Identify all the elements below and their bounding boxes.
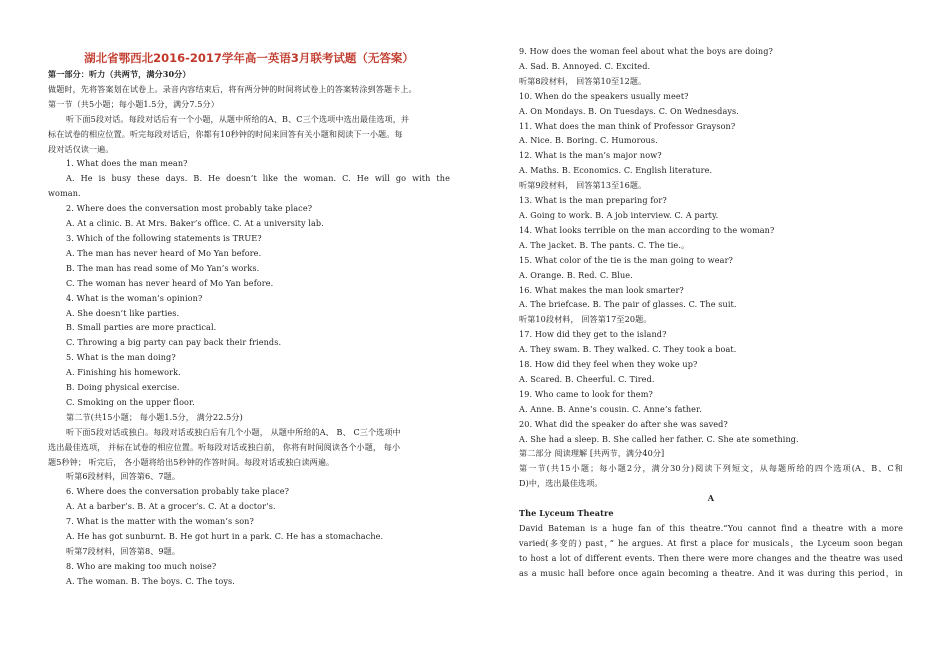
- text-line: A. The man has never heard of Mo Yan before.: [66, 247, 262, 258]
- text-line: A. The briefcase. B. The pair of glasses. C. The suit.: [519, 299, 737, 310]
- text-line: A. Going to work. B. A job interview. C. A party.: [519, 209, 719, 220]
- text-line: 听第6段材料，回答第6、7题。: [66, 471, 181, 482]
- text-line: 第二部分 阅读理解 [共两节，满分40分]: [519, 448, 665, 459]
- text-line: A. The jacket. B. The pants. C. The tie.。: [519, 239, 690, 250]
- text-line: 15. What color of the tie is the man going to wear?: [519, 254, 733, 265]
- text-line: 3. Which of the following statements is TRUE?: [66, 232, 262, 243]
- text-line: 听下面5段对话。每段对话后有一个小题，从题中所给的A、B、C三个选项中选出最佳选项，并: [66, 113, 410, 124]
- text-line: David Bateman is a huge fan of this theatre.“You cannot find a theatre with a more: [519, 523, 903, 533]
- text-line: A. They swam. B. They walked. C. They took a boat.: [519, 344, 737, 355]
- text-line: 1. What does the man mean?: [66, 158, 188, 169]
- text-line: B. The man has read some of Mo Yan’s works.: [66, 262, 260, 273]
- text-line: A. Orange. B. Red. C. Blue.: [519, 269, 633, 280]
- text-line: woman.: [48, 188, 81, 199]
- text-line: A. She doesn’t like parties.: [66, 307, 180, 318]
- text-line: A. Maths. B. Economics. C. English literature.: [519, 165, 713, 176]
- text-line: C. Throwing a big party can pay back their friends.: [66, 337, 282, 348]
- text-line: 18. How did they feel when they woke up?: [519, 359, 698, 370]
- text-line: 11. What does the man think of Professor Grayson?: [519, 120, 736, 131]
- text-line: A. Finishing his homework.: [66, 367, 181, 378]
- text-line: A. The woman. B. The boys. C. The toys.: [66, 575, 235, 586]
- text-line: 20. What did the speaker do after she was saved?: [519, 418, 728, 429]
- text-line: A. Sad. B. Annoyed. C. Excited.: [519, 60, 651, 71]
- text-line: A. He is busy these days. B. He doesn’t like the woman. C. He will go with the: [66, 173, 450, 184]
- text-line: 13. What is the man preparing for?: [519, 195, 667, 206]
- text-line: 10. When do the speakers usually meet?: [519, 90, 689, 101]
- text-line: 14. What looks terrible on the man according to the woman?: [519, 224, 775, 235]
- text-line: 标在试卷的相应位置。听完每段对话后，你都有10秒钟的时间来回答有关小题和阅读下一小题。每: [48, 128, 403, 139]
- text-line: C. Smoking on the upper floor.: [66, 396, 195, 407]
- text-line: A. At a barber’s. B. At a grocer’s. C. At a doctor’s.: [66, 501, 276, 512]
- text-line: A. Anne. B. Anne’s cousin. C. Anne’s father.: [519, 403, 702, 414]
- text-line: A. Scared. B. Cheerful. C. Tired.: [519, 373, 655, 384]
- text-line: A. He has got sunburnt. B. He got hurt in a park. C. He has a stomachache.: [66, 531, 384, 542]
- text-line: 听第8段材料， 回答第10至12题。: [519, 75, 647, 86]
- text-line: A. At a clinic. B. At Mrs. Baker’s office. C. At a university lab.: [66, 218, 324, 229]
- text-line: 6. Where does the conversation probably take place?: [66, 486, 290, 497]
- text-line: 题5秒钟； 听完后， 各小题将给出5秒钟的作答时间。每段对话或独白读两遍。: [48, 456, 335, 467]
- text-line: The Lyceum Theatre: [519, 508, 614, 519]
- text-line: 听第10段材料， 回答第17至20题。: [519, 314, 652, 325]
- text-line: 8. Who are making too much noise?: [66, 560, 217, 571]
- text-line: C. The woman has never heard of Mo Yan before.: [66, 277, 274, 288]
- text-line: D)中，选出最佳选项。: [519, 478, 603, 489]
- text-line: 第二节(共15小题； 每小题1.5分， 满分22.5分): [66, 411, 243, 422]
- text-line: 19. Who came to look for them?: [519, 388, 653, 399]
- text-line: 2. Where does the conversation most probably take place?: [66, 203, 313, 214]
- text-line: A. On Mondays. B. On Tuesdays. C. On Wednesdays.: [519, 105, 739, 116]
- text-line: 17. How did they get to the island?: [519, 329, 667, 340]
- right-column: [519, 44, 903, 581]
- text-line: to host a lot of different events. Then there were more changes and the theatre was used: [519, 552, 903, 563]
- page-title: 湖北省鄂西北2016-2017学年高一英语3月联考试题（无答案）: [84, 51, 414, 65]
- text-line: 5. What is the man doing?: [66, 352, 176, 363]
- text-line: A. She had a sleep. B. She called her father. C. She ate something.: [519, 433, 799, 444]
- text-line: 9. How does the woman feel about what the boys are doing?: [519, 46, 773, 56]
- text-line: 12. What is the man’s major now?: [519, 150, 662, 161]
- text-line: varied(多变的) past，” he argues. At first a place for musicals，the Lyceum soon began: [519, 537, 903, 548]
- text-line: 第一节(共15小题；每小题2分，满分30分)阅读下列短文，从每题所给的四个选项(A、B、C和: [519, 463, 903, 474]
- text-line: as a music hall before once again becoming a theatre. And it was during this period，in: [519, 567, 903, 578]
- text-line: 第一部分：听力（共两节，满分30分）: [48, 69, 191, 79]
- text-line: B. Small parties are more practical.: [66, 322, 217, 333]
- text-line: A. Nice. B. Boring. C. Humorous.: [519, 135, 658, 146]
- text-line: 4. What is the woman’s opinion?: [66, 292, 203, 303]
- text-line: B. Doing physical exercise.: [66, 382, 180, 393]
- text-line: A: [707, 493, 715, 504]
- text-line: 做题时，先将答案划在试卷上。录音内容结束后，将有两分钟的时间将试卷上的答案转涂到答题卡上。: [48, 83, 417, 94]
- text-line: 7. What is the matter with the woman’s son?: [66, 516, 254, 527]
- text-line: 听第7段材料，回答第8、9题。: [66, 546, 181, 556]
- text-line: 听第9段材料， 回答第13至16题。: [519, 180, 647, 191]
- text-line: 第一节（共5小题；每小题1.5分，满分7.5分）: [48, 98, 219, 109]
- text-line: 听下面5段对话或独白。每段对话或独白后有几个小题， 从题中所给的A、 B、 C三个选项中: [66, 426, 401, 437]
- text-line: 段对话仅读一遍。: [48, 143, 114, 154]
- left-column: [48, 44, 450, 589]
- text-line: 选出最佳选项， 并标在试卷的相应位置。听每段对话或独白前， 你将有时间阅读各个小题， 每小: [48, 441, 401, 452]
- text-line: 16. What makes the man look smarter?: [519, 284, 684, 295]
